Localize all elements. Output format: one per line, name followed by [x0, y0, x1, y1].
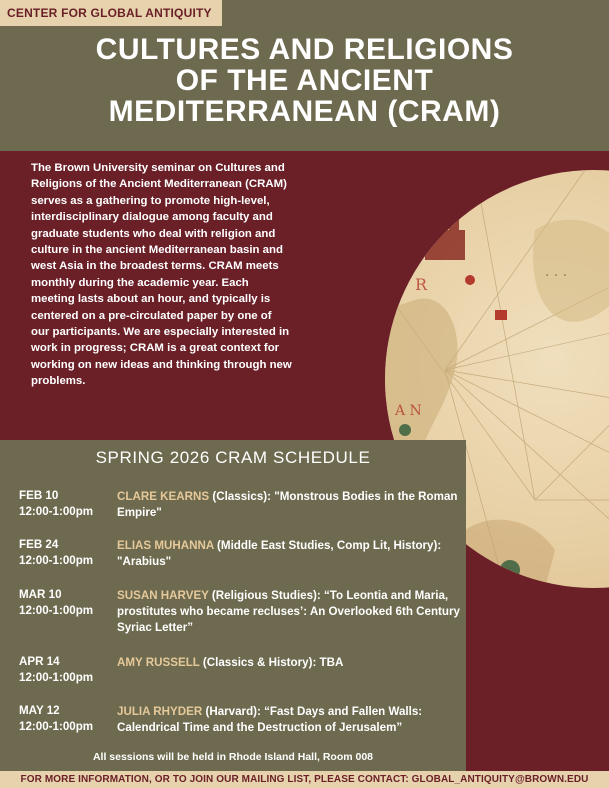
event-date: FEB 10: [19, 489, 59, 502]
event-description: [117, 655, 462, 671]
event-date: APR 14: [19, 655, 60, 668]
svg-text:A N: A N: [395, 403, 422, 419]
speaker-name: CLARE KEARNS: [117, 490, 210, 503]
speaker-name: SUSAN HARVEY: [117, 589, 209, 602]
title-line: MEDITERRANEAN (CRAM): [108, 95, 501, 128]
speaker-name: AMY RUSSELL: [117, 656, 200, 669]
event-description: [117, 538, 462, 570]
event-time: 12:00-1:00pm: [19, 505, 94, 518]
event-time: 12:00-1:00pm: [19, 604, 94, 617]
svg-text:R: R: [415, 275, 428, 294]
event-date: FEB 24: [19, 538, 59, 551]
schedule-event: [0, 489, 466, 529]
speaker-name: ELIAS MUHANNA: [117, 539, 214, 552]
event-time: 12:00-1:00pm: [19, 720, 94, 733]
event-description: [117, 704, 462, 736]
center-tag: CENTER FOR GLOBAL ANTIQUITY: [0, 0, 222, 26]
event-details: (Classics): "Monstrous Bodies in the Roman Empire": [117, 490, 458, 519]
title-line: OF THE ANCIENT: [175, 64, 434, 97]
schedule-title: SPRING 2026 CRAM SCHEDULE: [95, 448, 371, 467]
schedule-event: [0, 538, 466, 578]
event-details: (Religious Studies): “To Leontia and Maria, prostitutes who became recluses’: An Overlooked 6th Century Syriac Letter”: [117, 589, 460, 634]
event-time: 12:00-1:00pm: [19, 554, 94, 567]
event-date: MAR 10: [19, 588, 62, 601]
event-details: (Middle East Studies, Comp Lit, History): "Arabius": [117, 539, 442, 568]
event-description: [117, 489, 462, 521]
event-time: 12:00-1:00pm: [19, 671, 94, 684]
schedule-event: [0, 588, 466, 634]
location-note: All sessions will be held in Rhode Island Hall, Room 008: [92, 751, 374, 763]
intro-paragraph: The Brown University seminar on Cultures and Religions of the Ancient Mediterranean (CRAM) serves as a gathering to promote high-level, interdisciplinary dialogue among faculty and graduate students who deal with religion and culture in the ancient Mediterranean basin and west Asia in the broadest terms. CRAM meets monthly during the academic year. Each meeting lasts about an hour, and typically is centered on a pre-circulated paper by one of our participants. We are especially interested in work in progress; CRAM is a great context for working on new ideas and thinking through new problems.: [31, 162, 292, 388]
contact-footer: FOR MORE INFORMATION, OR TO JOIN OUR MAILING LIST, PLEASE CONTACT: GLOBAL_ANTIQUITY@BROWN.EDU: [0, 771, 609, 788]
schedule-event: [0, 655, 466, 695]
event-description: [117, 588, 462, 636]
speaker-name: JULIA RHYDER: [117, 705, 203, 718]
title-line: CULTURES AND RELIGIONS: [95, 33, 514, 66]
page-title: [0, 34, 609, 127]
event-date: MAY 12: [19, 704, 60, 717]
event-details: (Classics & History): TBA: [199, 656, 344, 669]
event-details: (Harvard): “Fast Days and Fallen Walls: Calendrical Time and the Destruction of Jerusalem”: [117, 705, 423, 734]
svg-text:· · ·: · · ·: [545, 268, 568, 284]
schedule-event: [0, 704, 466, 744]
